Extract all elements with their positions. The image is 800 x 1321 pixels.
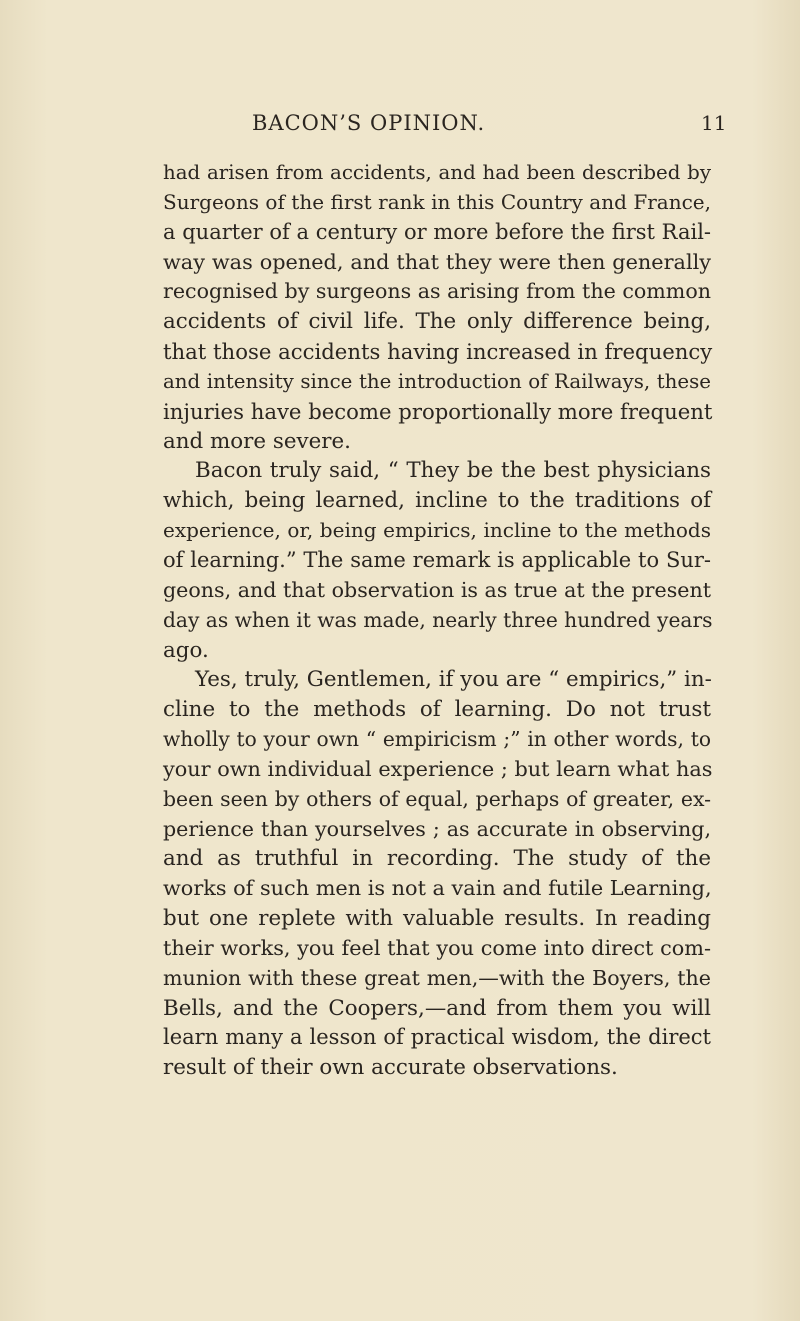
text-line: experience, or, being empirics, incline to the methods [163,518,711,543]
text-line: wholly to your own “ empiricism ;” in other words, to [163,727,711,752]
text-line: and more severe. [163,428,351,454]
text-line: Yes, truly, Gentlemen, if you are “ empirics,” in- [195,667,712,693]
text-line: day as when it was made, nearly three hundred years [163,607,713,632]
text-line: works of such men is not a vain and futile Learning, [163,876,712,901]
text-line: and intensity since the introduction of Railways, these [163,369,711,393]
text-line: but one replete with valuable results. In reading [163,906,711,932]
text-line: a quarter of a century or more before the first Rail- [163,219,711,244]
text-line: been seen by others of equal, perhaps of greater, ex- [163,786,711,811]
page-number: 11 [701,111,727,135]
text-line: injuries have become proportionally more frequent [163,398,713,424]
body-text [163,158,711,1083]
text-line: their works, you feel that you come into direct com- [163,935,711,960]
text-line: of learning.” The same remark is applicable to Sur- [163,547,711,572]
running-head-title: BACON’S OPINION. [252,111,486,135]
text-line: accidents of civil life. The only difference being, [163,309,711,335]
text-line: ago. [163,637,209,663]
text-line: recognised by surgeons as arising from the common [163,279,711,304]
text-line: which, being learned, incline to the traditions of [163,488,711,514]
text-line: way was opened, and that they were then generally [163,249,711,274]
text-line: geons, and that observation is as true at the present [163,577,711,602]
text-line: Surgeons of the first rank in this Country and France, [163,189,711,214]
text-line: your own individual experience ; but learn what has [163,756,713,781]
text-line: munion with these great men,—with the Boyers, the [163,965,711,990]
text-line: Bells, and the Coopers,—and from them you will [163,995,711,1021]
text-line: result of their own accurate observations. [163,1055,618,1081]
text-line: that those accidents having increased in frequency [163,339,713,365]
text-line: perience than yourselves ; as accurate in observing, [163,816,711,841]
text-line: had arisen from accidents, and had been described by [163,161,711,184]
text-line: learn many a lesson of practical wisdom, the direct [163,1025,711,1050]
running-head [0,111,800,141]
text-line: Bacon truly said, “ They be the best physicians [195,458,711,484]
text-line: cline to the methods of learning. Do not trust [163,697,711,723]
text-line: and as truthful in recording. The study of the [163,846,711,872]
